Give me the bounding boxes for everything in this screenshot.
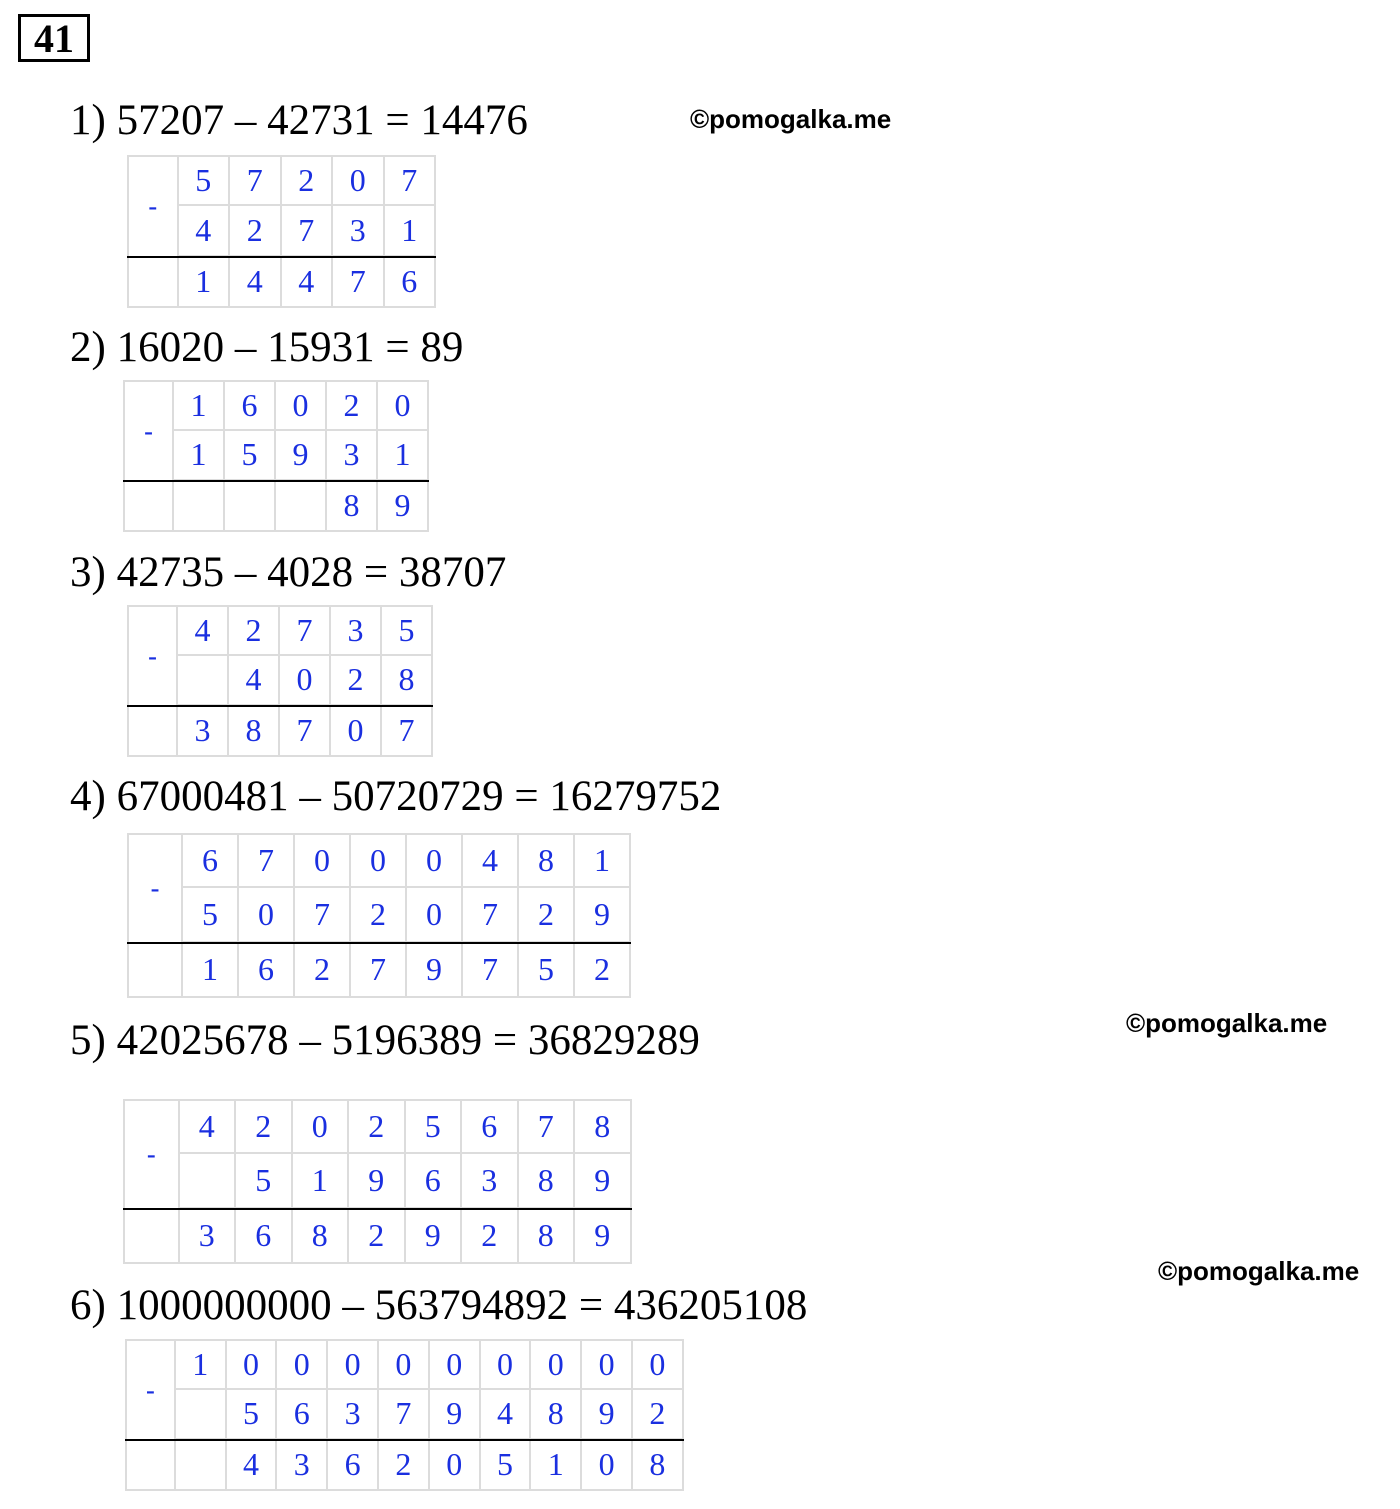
subtrahend-digit: 8	[531, 1390, 582, 1441]
minus-sign: -	[125, 1339, 176, 1440]
minuend-digit: 0	[295, 833, 351, 888]
minuend-digit: 0	[430, 1339, 481, 1390]
equation-2: 2) 16020 – 15931 = 89	[70, 324, 464, 371]
minuend-digit: 3	[331, 605, 382, 656]
result-digit: 3	[178, 706, 229, 757]
result-line	[127, 256, 436, 258]
minuend-digit: 6	[462, 1099, 519, 1154]
watermark: ©pomogalka.me	[690, 104, 892, 134]
empty-cell	[127, 943, 183, 998]
minuend-digit: 7	[519, 1099, 576, 1154]
minuend-digit: 0	[582, 1339, 633, 1390]
minuend-digit: 1	[176, 1339, 227, 1390]
minuend-digit: 5	[382, 605, 433, 656]
result-digit: 1	[183, 943, 239, 998]
minus-sign: -	[123, 1099, 180, 1209]
subtrahend-digit	[180, 1154, 237, 1209]
minuend-digit: 0	[328, 1339, 379, 1390]
equation-3: 3) 42735 – 4028 = 38707	[70, 549, 507, 596]
minuend-digit: 2	[282, 155, 334, 206]
empty-cell	[123, 481, 174, 532]
result-digit: 0	[331, 706, 382, 757]
minuend-digit: 7	[385, 155, 437, 206]
subtrahend-digit: 7	[295, 888, 351, 943]
subtrahend-digit: 8	[382, 656, 433, 707]
result-digit: 2	[462, 1209, 519, 1264]
subtrahend-digit: 4	[179, 206, 231, 257]
subtrahend-digit: 0	[407, 888, 463, 943]
minuend-digit: 2	[229, 605, 280, 656]
subtrahend-digit: 9	[582, 1390, 633, 1441]
subtrahend-digit: 7	[379, 1390, 430, 1441]
minuend-digit: 4	[180, 1099, 237, 1154]
subtrahend-digit: 9	[575, 888, 631, 943]
empty-cell	[127, 706, 178, 757]
minus-sign: -	[123, 380, 174, 481]
subtrahend-digit: 5	[183, 888, 239, 943]
result-digit: 8	[327, 481, 378, 532]
result-digit: 4	[227, 1440, 278, 1491]
result-digit: 7	[333, 257, 385, 308]
result-digit: 1	[179, 257, 231, 308]
minus-sign: -	[127, 155, 179, 257]
minuend-digit: 4	[463, 833, 519, 888]
minuend-digit: 4	[178, 605, 229, 656]
watermark: ©pomogalka.me	[1126, 1008, 1328, 1038]
subtrahend-digit: 3	[333, 206, 385, 257]
result-digit: 7	[463, 943, 519, 998]
result-digit: 6	[236, 1209, 293, 1264]
subtrahend-digit: 2	[351, 888, 407, 943]
result-line	[123, 1208, 632, 1210]
subtrahend-digit: 3	[327, 431, 378, 482]
minuend-digit: 2	[349, 1099, 406, 1154]
minuend-digit: 5	[179, 155, 231, 206]
subtrahend-digit: 4	[481, 1390, 532, 1441]
subtrahend-digit: 2	[230, 206, 282, 257]
result-line	[125, 1439, 684, 1441]
minuend-digit: 0	[531, 1339, 582, 1390]
result-digit: 2	[575, 943, 631, 998]
result-digit: 8	[293, 1209, 350, 1264]
result-digit	[176, 1440, 227, 1491]
result-line	[127, 942, 631, 944]
result-digit: 9	[378, 481, 429, 532]
minuend-digit: 0	[633, 1339, 684, 1390]
subtrahend-digit: 1	[174, 431, 225, 482]
minuend-digit: 2	[236, 1099, 293, 1154]
subtrahend-digit: 1	[293, 1154, 350, 1209]
minuend-digit: 0	[378, 380, 429, 431]
equation-5: 5) 42025678 – 5196389 = 36829289	[70, 1017, 700, 1064]
subtrahend-digit: 2	[633, 1390, 684, 1441]
empty-cell	[127, 257, 179, 308]
result-digit: 3	[180, 1209, 237, 1264]
subtrahend-digit: 9	[575, 1154, 632, 1209]
result-digit: 6	[328, 1440, 379, 1491]
empty-cell	[125, 1440, 176, 1491]
equation-1: 1) 57207 – 42731 = 14476	[70, 97, 528, 144]
result-line	[123, 480, 429, 482]
minuend-digit: 6	[225, 380, 276, 431]
subtrahend-digit: 9	[349, 1154, 406, 1209]
result-digit: 0	[430, 1440, 481, 1491]
subtrahend-digit: 5	[225, 431, 276, 482]
result-digit: 8	[519, 1209, 576, 1264]
result-digit: 9	[407, 943, 463, 998]
subtrahend-digit	[178, 656, 229, 707]
subtrahend-digit: 3	[328, 1390, 379, 1441]
subtrahend-digit: 1	[385, 206, 437, 257]
subtrahend-digit: 7	[463, 888, 519, 943]
empty-cell	[123, 1209, 180, 1264]
subtrahend-digit: 3	[462, 1154, 519, 1209]
subtrahend-digit: 0	[280, 656, 331, 707]
minuend-digit: 8	[575, 1099, 632, 1154]
subtrahend-digit: 2	[331, 656, 382, 707]
result-digit: 0	[582, 1440, 633, 1491]
result-line	[127, 705, 433, 707]
result-digit: 7	[382, 706, 433, 757]
equation-4: 4) 67000481 – 50720729 = 16279752	[70, 773, 722, 820]
minuend-digit: 5	[406, 1099, 463, 1154]
result-digit: 5	[481, 1440, 532, 1491]
result-digit: 2	[349, 1209, 406, 1264]
subtrahend-digit: 0	[239, 888, 295, 943]
minuend-digit: 7	[280, 605, 331, 656]
subtrahend-digit: 6	[277, 1390, 328, 1441]
subtrahend-digit: 1	[378, 431, 429, 482]
result-digit: 3	[277, 1440, 328, 1491]
minuend-digit: 0	[277, 1339, 328, 1390]
minus-sign: -	[127, 605, 178, 706]
minuend-digit: 1	[575, 833, 631, 888]
minuend-digit: 0	[481, 1339, 532, 1390]
subtrahend-digit: 6	[406, 1154, 463, 1209]
minus-sign: -	[127, 833, 183, 943]
subtrahend-digit	[176, 1390, 227, 1441]
minuend-digit: 2	[327, 380, 378, 431]
result-digit: 9	[406, 1209, 463, 1264]
result-digit: 8	[229, 706, 280, 757]
result-digit: 2	[379, 1440, 430, 1491]
subtrahend-digit: 4	[229, 656, 280, 707]
result-digit	[174, 481, 225, 532]
minuend-digit: 8	[519, 833, 575, 888]
subtrahend-digit: 9	[430, 1390, 481, 1441]
minuend-digit: 0	[407, 833, 463, 888]
minuend-digit: 0	[379, 1339, 430, 1390]
minuend-digit: 6	[183, 833, 239, 888]
result-digit	[225, 481, 276, 532]
minuend-digit: 0	[227, 1339, 278, 1390]
minuend-digit: 0	[333, 155, 385, 206]
minuend-digit: 0	[351, 833, 407, 888]
result-digit: 2	[295, 943, 351, 998]
task-number: 41	[18, 14, 90, 62]
subtrahend-digit: 2	[519, 888, 575, 943]
result-digit: 4	[282, 257, 334, 308]
result-digit: 7	[280, 706, 331, 757]
result-digit: 7	[351, 943, 407, 998]
result-digit: 8	[633, 1440, 684, 1491]
minuend-digit: 0	[293, 1099, 350, 1154]
subtrahend-digit: 7	[282, 206, 334, 257]
minuend-digit: 0	[276, 380, 327, 431]
result-digit: 6	[239, 943, 295, 998]
subtrahend-digit: 5	[227, 1390, 278, 1441]
minuend-digit: 1	[174, 380, 225, 431]
watermark: ©pomogalka.me	[1158, 1256, 1360, 1286]
minuend-digit: 7	[239, 833, 295, 888]
result-digit: 6	[385, 257, 437, 308]
result-digit: 9	[575, 1209, 632, 1264]
result-digit: 4	[230, 257, 282, 308]
subtrahend-digit: 9	[276, 431, 327, 482]
equation-6: 6) 1000000000 – 563794892 = 436205108	[70, 1282, 808, 1329]
result-digit	[276, 481, 327, 532]
subtrahend-digit: 5	[236, 1154, 293, 1209]
subtrahend-digit: 8	[519, 1154, 576, 1209]
minuend-digit: 7	[230, 155, 282, 206]
result-digit: 5	[519, 943, 575, 998]
result-digit: 1	[531, 1440, 582, 1491]
